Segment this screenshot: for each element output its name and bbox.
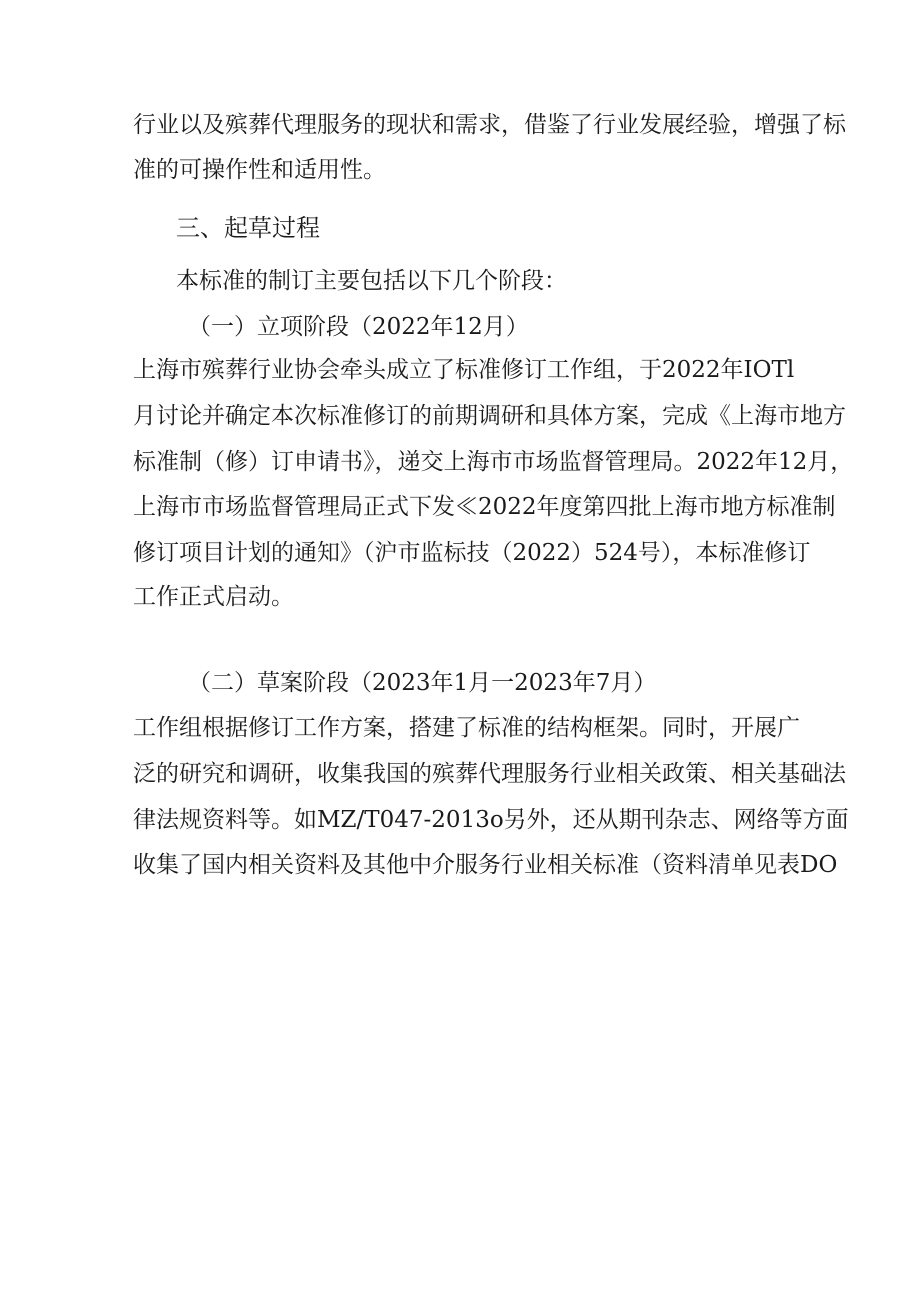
stage1-line-4: 上海市市场监督管理局正式下发≪2022年度第四批上海市地方标准制 (133, 494, 836, 520)
stage2-line-2: 泛的研究和调研，收集我国的殡葬代理服务行业相关政策、相关基础法 (133, 761, 846, 787)
stage1-line-3: 标准制（修）订申请书》，递交上海市市场监督管理局。2022年12月， (133, 449, 854, 475)
section-heading: 三、起草过程 (176, 214, 320, 242)
stage2-line-1: 工作组根据修订工作方案，搭建了标准的结构框架。同时，开展广 (133, 715, 800, 741)
stage2-title: （二）草案阶段 (188, 670, 349, 696)
stage1-line-1: 上海市殡葬行业协会牵头成立了标准修订工作组，于2022年IOTl (133, 357, 795, 383)
stage2-heading (188, 668, 656, 698)
stage1-line-6: 工作正式启动。 (133, 584, 294, 610)
intro-line-1: 行业以及殡葬代理服务的现状和需求，借鉴了行业发展经验，增强了标 (133, 112, 846, 138)
stage2-date: （2023年1月一2023年7月） (349, 670, 657, 696)
stage1-line-5: 修订项目计划的通知》（沪市监标技（2022）524号），本标准修订 (133, 540, 811, 566)
stage2-line-3: 律法规资料等。如MZ/T047-2013o另外，还从期刊杂志、网络等方面 (133, 807, 849, 833)
stage1-date: （2022年12月） (349, 314, 529, 340)
stage1-heading (188, 312, 529, 342)
stage2-line-4: 收集了国内相关资料及其他中介服务行业相关标准（资料清单见表DO (133, 852, 838, 878)
intro-line-2: 准的可操作性和适用性。 (133, 157, 386, 183)
stage1-title: （一）立项阶段 (188, 314, 349, 340)
stage1-line-2: 月讨论并确定本次标准修订的前期调研和具体方案，完成《上海市地方 (133, 403, 846, 429)
section-intro: 本标准的制订主要包括以下几个阶段： (176, 268, 567, 294)
